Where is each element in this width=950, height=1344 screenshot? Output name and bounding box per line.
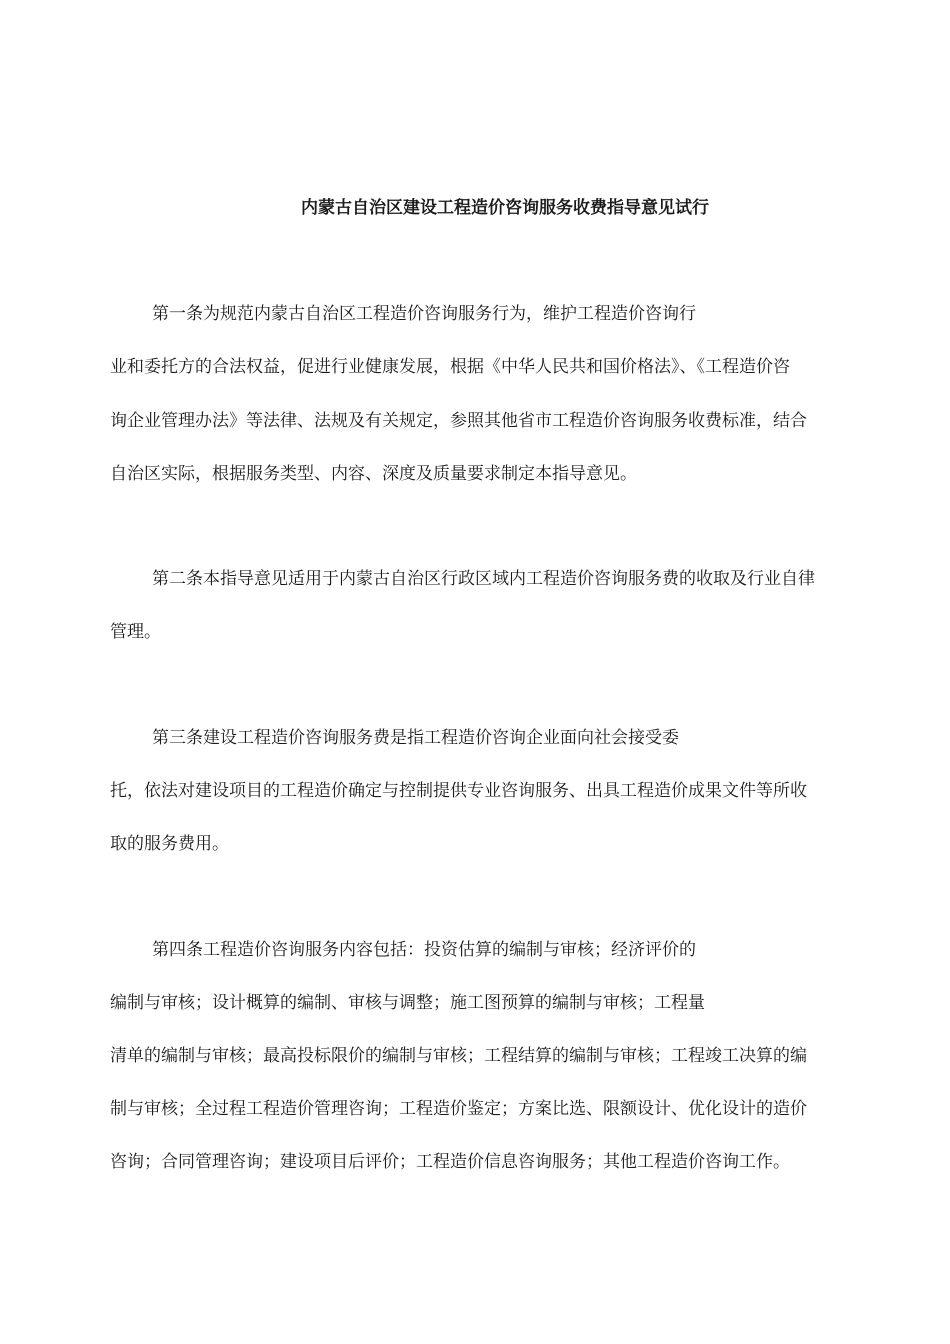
article-1-line-3: 询企业管理办法》等法律、法规及有关规定，参照其他省市工程造价咨询服务收费标准，结合 xyxy=(110,411,807,431)
article-4-line-4: 制与审核；全过程工程造价管理咨询；工程造价鉴定；方案比选、限额设计、优化设计的造价 xyxy=(110,1099,807,1119)
article-1-line-1: 第一条为规范内蒙古自治区工程造价咨询服务行为，维护工程造价咨询行 xyxy=(152,304,696,324)
article-4-line-5: 咨询；合同管理咨询；建设项目后评价；工程造价信息咨询服务；其他工程造价咨询工作。 xyxy=(110,1152,790,1172)
article-1-line-2: 业和委托方的合法权益，促进行业健康发展，根据《中华人民共和国价格法》、《工程造价咨 xyxy=(110,357,790,377)
article-4-line-3: 清单的编制与审核；最高投标限价的编制与审核；工程结算的编制与审核；工程竣工决算的编 xyxy=(110,1046,807,1066)
article-2-line-2: 管理。 xyxy=(110,622,161,642)
article-3-line-3: 取的服务费用。 xyxy=(110,834,229,854)
article-3-line-1: 第三条建设工程造价咨询服务费是指工程造价咨询企业面向社会接受委 xyxy=(152,728,679,748)
article-3-line-2: 托，依法对建设项目的工程造价确定与控制提供专业咨询服务、出具工程造价成果文件等所收 xyxy=(110,781,807,801)
article-4-line-1: 第四条工程造价咨询服务内容包括：投资估算的编制与审核；经济评价的 xyxy=(152,940,696,960)
article-2-line-1: 第二条本指导意见适用于内蒙古自治区行政区域内工程造价咨询服务费的收取及行业自律 xyxy=(152,569,815,589)
document-title: 内蒙古自治区建设工程造价咨询服务收费指导意见试行 xyxy=(301,198,709,218)
article-4-line-2: 编制与审核；设计概算的编制、审核与调整；施工图预算的编制与审核；工程量 xyxy=(110,993,705,1013)
article-1-line-4: 自治区实际，根据服务类型、内容、深度及质量要求制定本指导意见。 xyxy=(110,464,637,484)
